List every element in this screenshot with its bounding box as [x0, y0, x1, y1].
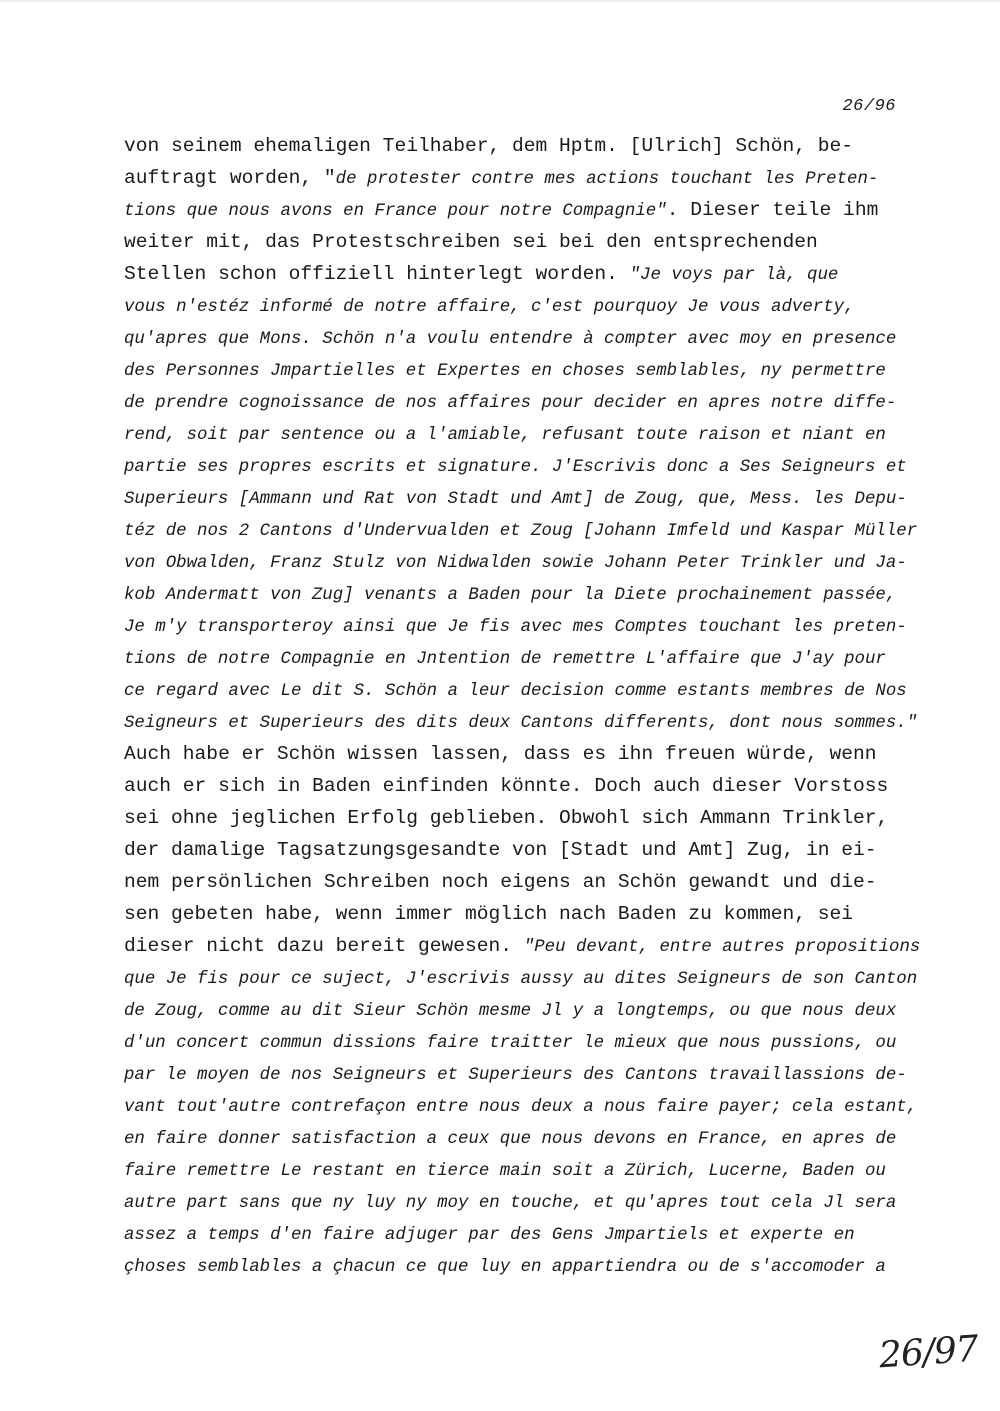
text-line [124, 802, 904, 834]
text-line [124, 386, 904, 418]
text-segment: nem persönlichen Schreiben noch eigens an Schön gewandt und die- [124, 871, 877, 893]
text-segment: dieser nicht dazu bereit gewesen. [124, 935, 524, 957]
italic-quote-segment: faire remettre Le restant en tierce main soit a Zürich, Lucerne, Baden ou [124, 1162, 886, 1181]
page-number: 26/96 [842, 97, 896, 116]
italic-quote-segment: de protester contre mes actions touchant les Preten- [335, 170, 879, 189]
italic-quote-segment: rend, soit par sentence ou a l'amiable, refusant toute raison et niant en [124, 426, 886, 445]
text-line [124, 898, 904, 930]
italic-quote-segment: de prendre cognoissance de nos affaires pour decider en apres notre diffe- [124, 394, 897, 413]
italic-quote-segment: von Obwalden, Franz Stulz von Nidwalden sowie Johann Peter Trinkler und Ja- [124, 554, 907, 573]
text-line [124, 1058, 907, 1090]
text-segment: sen gebeten habe, wenn immer möglich nach Baden zu kommen, sei [124, 903, 854, 925]
text-line [124, 290, 904, 322]
italic-quote-segment: tions de notre Compagnie en Jntention de remettre L'affaire que J'ay pour [124, 650, 886, 669]
text-line [124, 1090, 918, 1122]
italic-quote-segment: Je m'y transporteroy ainsi que Je fis avec mes Comptes touchant les preten- [124, 618, 907, 637]
text-line [124, 994, 904, 1026]
text-line [124, 130, 904, 162]
text-segment: von seinem ehemaligen Teilhaber, dem Hptm. [Ulrich] Schön, be- [124, 135, 854, 157]
text-line [124, 514, 918, 546]
text-line [124, 770, 904, 802]
handwritten-folio-number: 26/97 [877, 1328, 980, 1377]
text-line [124, 258, 904, 290]
italic-quote-segment: téz de nos 2 Cantons d'Undervualden et Zoug [Johann Imfeld und Kaspar Müller [124, 522, 918, 541]
italic-quote-segment: "Je voys par là, que [629, 266, 839, 285]
text-line [124, 322, 904, 354]
text-segment: auftragt worden, " [124, 167, 336, 189]
text-line [124, 546, 907, 578]
italic-quote-segment: Seigneurs et Superieurs des dits deux Cantons differents, dont nous sommes." [124, 714, 918, 733]
text-line [124, 610, 907, 642]
text-line [124, 1186, 904, 1218]
italic-quote-segment: de Zoug, comme au dit Sieur Schön mesme Jl y a longtemps, ou que nous deux [124, 1002, 897, 1021]
italic-quote-segment: assez a temps d'en faire adjuger par des Gens Jmpartiels et experte en [124, 1226, 855, 1245]
italic-quote-segment: kob Andermatt von Zug] venants a Baden pour la Diete prochainement passée, [124, 586, 897, 605]
text-line [124, 482, 907, 514]
text-line [124, 738, 904, 770]
italic-quote-segment: d'un concert commun dissions faire traitter le mieux que nous pussions, ou [124, 1034, 897, 1053]
italic-quote-segment: en faire donner satisfaction a ceux que nous devons en France, en apres de [124, 1130, 897, 1149]
text-line [124, 866, 904, 898]
text-line [124, 642, 904, 674]
text-line [124, 194, 904, 226]
text-line [124, 1250, 904, 1282]
italic-quote-segment: qu'apres que Mons. Schön n'a voulu entendre à compter avec moy en presence [124, 330, 897, 349]
text-line [124, 578, 904, 610]
text-line [124, 930, 921, 962]
page-top-edge [0, 0, 1000, 3]
body-text [124, 130, 921, 1282]
text-line [124, 354, 904, 386]
text-line [124, 834, 904, 866]
italic-quote-segment: "Peu devant, entre autres propositions [523, 938, 921, 957]
italic-quote-segment: que Je fis pour ce suject, J'escrivis aussy au dites Seigneurs de son Canton [124, 970, 918, 989]
text-line [124, 1154, 904, 1186]
text-segment: sei ohne jeglichen Erfolg geblieben. Obwohl sich Ammann Trinkler, [124, 807, 889, 829]
italic-quote-segment: par le moyen de nos Seigneurs et Superieurs des Cantons travaillassions de- [124, 1066, 907, 1085]
text-segment: . Dieser teile ihm [666, 199, 879, 221]
italic-quote-segment: vous n'estéz informé de notre affaire, c'est pourquoy Je vous adverty, [124, 298, 855, 317]
italic-quote-segment: vant tout'autre contrefaçon entre nous deux a nous faire payer; cela estant, [124, 1098, 918, 1117]
text-segment: weiter mit, das Protestschreiben sei bei den entsprechenden [124, 231, 818, 253]
text-line [124, 418, 904, 450]
text-line [124, 1026, 904, 1058]
italic-quote-segment: tions que nous avons en France pour notre Compagnie" [124, 202, 667, 221]
italic-quote-segment: autre part sans que ny luy ny moy en touche, et qu'apres tout cela Jl sera [124, 1194, 897, 1213]
text-line [124, 1122, 904, 1154]
text-line [124, 1218, 904, 1250]
text-line [124, 450, 907, 482]
text-segment: Auch habe er Schön wissen lassen, dass es ihn freuen würde, wenn [124, 743, 877, 765]
text-line [124, 706, 918, 738]
text-line [124, 162, 904, 194]
italic-quote-segment: partie ses propres escrits et signature. J'Escrivis donc a Ses Seigneurs et [124, 458, 907, 477]
text-segment: auch er sich in Baden einfinden könnte. Doch auch dieser Vorstoss [124, 775, 889, 797]
italic-quote-segment: des Personnes Jmpartielles et Expertes en choses semblables, ny permettre [124, 362, 886, 381]
italic-quote-segment: ce regard avec Le dit S. Schön a leur decision comme estants membres de Nos [124, 682, 907, 701]
text-segment: der damalige Tagsatzungsgesandte von [Stadt und Amt] Zug, in ei- [124, 839, 877, 861]
text-line [124, 962, 918, 994]
text-line [124, 226, 904, 258]
text-segment: Stellen schon offiziell hinterlegt worden. [124, 263, 630, 285]
text-line [124, 674, 907, 706]
italic-quote-segment: Superieurs [Ammann und Rat von Stadt und Amt] de Zoug, que, Mess. les Depu- [124, 490, 907, 509]
italic-quote-segment: çhoses semblables a çhacun ce que luy en appartiendra ou de s'accomoder a [124, 1258, 886, 1277]
